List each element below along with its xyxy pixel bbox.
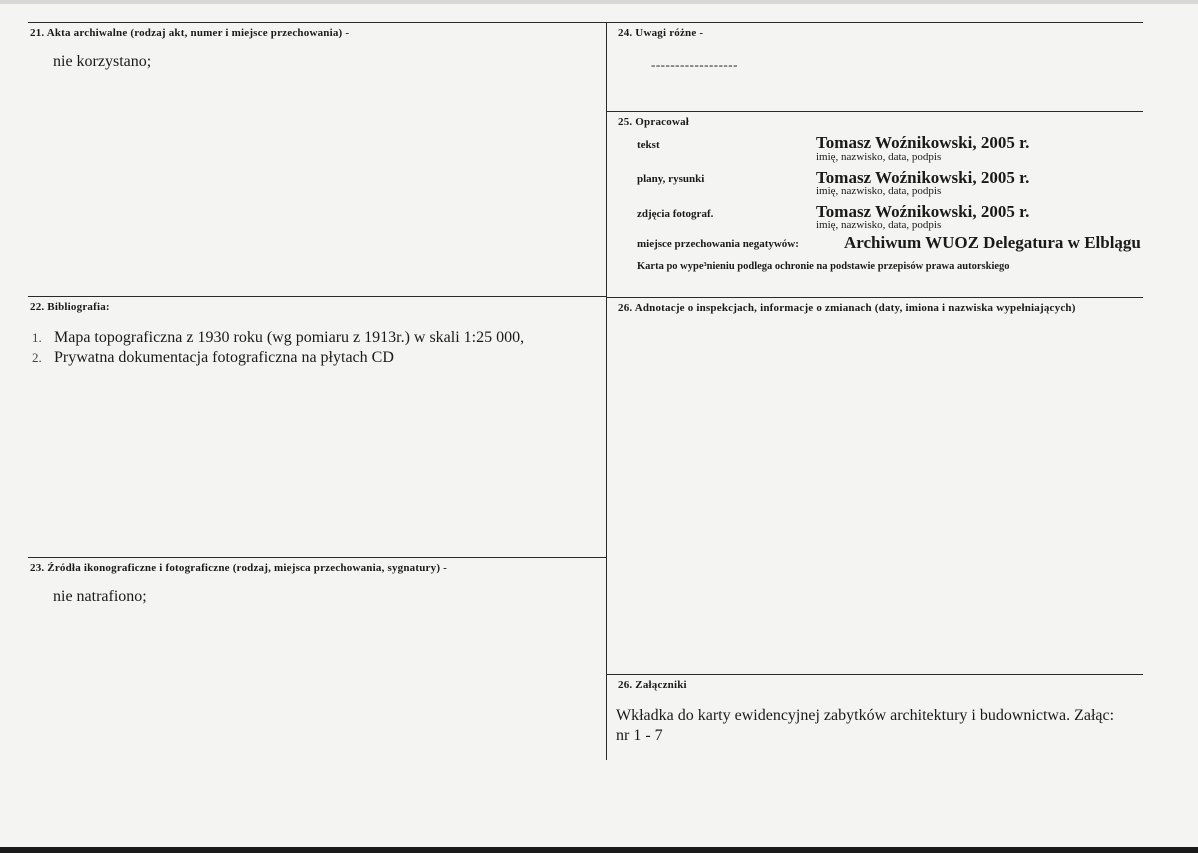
scan-edge-bottom bbox=[0, 847, 1198, 853]
section-26-annotations-header: 26. Adnotacje o inspekcjach, informacje o zmianach (daty, imiona i nazwiska wypełniających) bbox=[618, 302, 1076, 314]
author-row-label: plany, rysunki bbox=[637, 173, 705, 185]
section-21-header: 21. Akta archiwalne (rodzaj akt, numer i miejsce przechowania) - bbox=[30, 27, 350, 39]
negatives-label: miejsce przechowania negatywów: bbox=[637, 238, 799, 250]
author-row-label: zdjęcia fotograf. bbox=[637, 208, 714, 220]
vertical-divider bbox=[606, 22, 607, 760]
attachments-line-2: nr 1 - 7 bbox=[616, 727, 663, 744]
section-23-body: nie natrafiono; bbox=[53, 588, 147, 605]
top-rule-right bbox=[606, 22, 1143, 23]
section-21-body: nie korzystano; bbox=[53, 53, 152, 70]
rule-26-attach bbox=[606, 674, 1143, 675]
author-row-label: tekst bbox=[637, 139, 660, 151]
bibliography-item bbox=[32, 329, 524, 347]
rule-22-23 bbox=[28, 557, 606, 558]
author-caption: imię, nazwisko, data, podpis bbox=[816, 185, 942, 197]
author-caption: imię, nazwisko, data, podpis bbox=[816, 219, 942, 231]
section-23-header: 23. Źródła ikonograficzne i fotograficzne (rodzaj, miejsca przechowania, sygnatury) - bbox=[30, 562, 448, 574]
author-name: Tomasz Woźnikowski, 2005 r. bbox=[816, 168, 1030, 187]
section-26-attachments-header: 26. Załączniki bbox=[618, 679, 687, 691]
bibliography-item-number: 2. bbox=[32, 350, 42, 365]
author-name: Tomasz Woźnikowski, 2005 r. bbox=[816, 202, 1030, 221]
bibliography-item-text: Prywatna dokumentacja fotograficzna na płytach CD bbox=[54, 349, 394, 366]
negatives-location: Archiwum WUOZ Delegatura w Elblągu bbox=[844, 233, 1141, 252]
section-22-header: 22. Bibliografia: bbox=[30, 301, 110, 313]
top-rule-left bbox=[28, 22, 606, 23]
attachments-line-1: Wkładka do karty ewidencyjnej zabytków architektury i budownictwa. Załąc: bbox=[616, 707, 1115, 724]
rule-24-25 bbox=[606, 111, 1143, 112]
author-name: Tomasz Woźnikowski, 2005 r. bbox=[816, 133, 1030, 152]
rule-mid-right bbox=[606, 297, 1143, 298]
bibliography-item-number: 1. bbox=[32, 330, 42, 345]
section-25-header: 25. Opracował bbox=[618, 116, 690, 128]
copyright-note: Karta po wype³nieniu podlega ochronie na podstawie przepisów prawa autorskiego bbox=[637, 261, 1010, 272]
bibliography-item-text: Mapa topograficzna z 1930 roku (wg pomiaru z 1913r.) w skali 1:25 000, bbox=[54, 329, 525, 346]
section-24-body: ------------------ bbox=[651, 57, 738, 72]
rule-mid-left bbox=[28, 296, 606, 297]
scan-edge-top bbox=[0, 0, 1198, 4]
author-caption: imię, nazwisko, data, podpis bbox=[816, 151, 942, 163]
section-24-header: 24. Uwagi różne - bbox=[618, 27, 704, 39]
bibliography-item bbox=[32, 349, 394, 367]
